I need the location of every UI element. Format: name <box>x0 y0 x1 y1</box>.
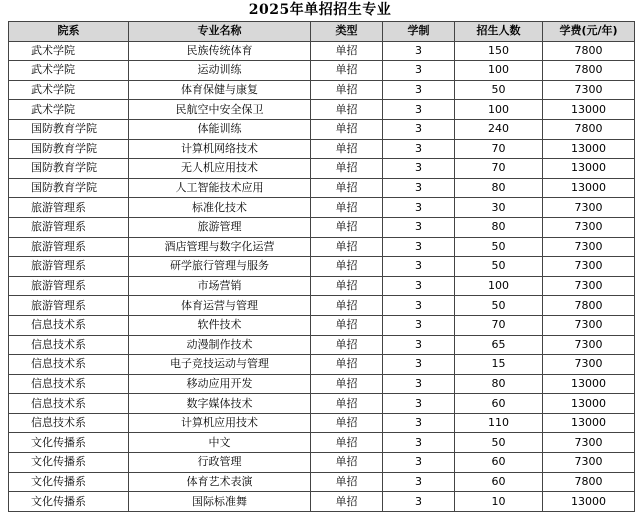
cell-quota: 240 <box>455 119 543 139</box>
cell-type: 单招 <box>311 257 383 277</box>
cell-type: 单招 <box>311 139 383 159</box>
cell-major: 无人机应用技术 <box>129 159 311 179</box>
cell-fee: 7300 <box>543 433 635 453</box>
cell-major: 体育运营与管理 <box>129 296 311 316</box>
cell-years: 3 <box>383 139 455 159</box>
cell-major: 数字媒体技术 <box>129 394 311 414</box>
cell-years: 3 <box>383 80 455 100</box>
header-quota: 招生人数 <box>455 22 543 42</box>
cell-fee: 7300 <box>543 80 635 100</box>
cell-dept: 国防教育学院 <box>9 119 129 139</box>
cell-quota: 100 <box>455 276 543 296</box>
header-fee: 学费(元/年) <box>543 22 635 42</box>
cell-fee: 7800 <box>543 296 635 316</box>
cell-major: 民族传统体育 <box>129 41 311 61</box>
cell-dept: 旅游管理系 <box>9 257 129 277</box>
cell-years: 3 <box>383 41 455 61</box>
cell-major: 计算机应用技术 <box>129 413 311 433</box>
cell-dept: 文化传播系 <box>9 492 129 512</box>
table-row <box>9 394 635 414</box>
cell-dept: 国防教育学院 <box>9 159 129 179</box>
cell-quota: 50 <box>455 433 543 453</box>
cell-years: 3 <box>383 315 455 335</box>
cell-years: 3 <box>383 100 455 120</box>
cell-type: 单招 <box>311 41 383 61</box>
cell-type: 单招 <box>311 276 383 296</box>
cell-quota: 60 <box>455 472 543 492</box>
cell-major: 市场营销 <box>129 276 311 296</box>
cell-quota: 80 <box>455 217 543 237</box>
table-row <box>9 257 635 277</box>
table-row <box>9 198 635 218</box>
cell-major: 体能训练 <box>129 119 311 139</box>
cell-fee: 13000 <box>543 492 635 512</box>
cell-type: 单招 <box>311 315 383 335</box>
table-row <box>9 41 635 61</box>
cell-major: 人工智能技术应用 <box>129 178 311 198</box>
cell-type: 单招 <box>311 433 383 453</box>
cell-years: 3 <box>383 472 455 492</box>
cell-years: 3 <box>383 492 455 512</box>
table-row <box>9 100 635 120</box>
cell-fee: 7800 <box>543 472 635 492</box>
cell-fee: 13000 <box>543 374 635 394</box>
cell-years: 3 <box>383 61 455 81</box>
table-row <box>9 374 635 394</box>
cell-major: 体育保健与康复 <box>129 80 311 100</box>
cell-quota: 100 <box>455 100 543 120</box>
cell-type: 单招 <box>311 178 383 198</box>
header-years: 学制 <box>383 22 455 42</box>
cell-years: 3 <box>383 119 455 139</box>
cell-fee: 7800 <box>543 41 635 61</box>
cell-fee: 7300 <box>543 198 635 218</box>
cell-years: 3 <box>383 159 455 179</box>
cell-years: 3 <box>383 355 455 375</box>
cell-fee: 13000 <box>543 159 635 179</box>
cell-dept: 旅游管理系 <box>9 237 129 257</box>
cell-fee: 7300 <box>543 237 635 257</box>
cell-fee: 13000 <box>543 178 635 198</box>
cell-dept: 国防教育学院 <box>9 178 129 198</box>
cell-quota: 15 <box>455 355 543 375</box>
cell-dept: 信息技术系 <box>9 355 129 375</box>
cell-quota: 50 <box>455 257 543 277</box>
cell-dept: 信息技术系 <box>9 394 129 414</box>
cell-years: 3 <box>383 433 455 453</box>
cell-type: 单招 <box>311 394 383 414</box>
cell-quota: 70 <box>455 159 543 179</box>
table-row <box>9 335 635 355</box>
table-row <box>9 61 635 81</box>
cell-dept: 武术学院 <box>9 100 129 120</box>
cell-type: 单招 <box>311 159 383 179</box>
cell-years: 3 <box>383 237 455 257</box>
header-dept: 院系 <box>9 22 129 42</box>
cell-quota: 150 <box>455 41 543 61</box>
cell-major: 国际标准舞 <box>129 492 311 512</box>
cell-quota: 60 <box>455 394 543 414</box>
cell-type: 单招 <box>311 100 383 120</box>
cell-fee: 7300 <box>543 257 635 277</box>
cell-dept: 国防教育学院 <box>9 139 129 159</box>
cell-years: 3 <box>383 335 455 355</box>
cell-major: 中文 <box>129 433 311 453</box>
cell-quota: 80 <box>455 374 543 394</box>
cell-fee: 7300 <box>543 315 635 335</box>
cell-type: 单招 <box>311 374 383 394</box>
cell-dept: 信息技术系 <box>9 413 129 433</box>
cell-type: 单招 <box>311 217 383 237</box>
cell-fee: 13000 <box>543 394 635 414</box>
table-row <box>9 355 635 375</box>
table-row <box>9 139 635 159</box>
header-major: 专业名称 <box>129 22 311 42</box>
table-row <box>9 80 635 100</box>
cell-type: 单招 <box>311 119 383 139</box>
cell-fee: 13000 <box>543 139 635 159</box>
cell-quota: 70 <box>455 315 543 335</box>
table-row <box>9 472 635 492</box>
cell-type: 单招 <box>311 335 383 355</box>
cell-quota: 100 <box>455 61 543 81</box>
cell-fee: 13000 <box>543 100 635 120</box>
cell-dept: 信息技术系 <box>9 315 129 335</box>
cell-major: 移动应用开发 <box>129 374 311 394</box>
cell-major: 软件技术 <box>129 315 311 335</box>
cell-years: 3 <box>383 453 455 473</box>
cell-type: 单招 <box>311 61 383 81</box>
cell-major: 民航空中安全保卫 <box>129 100 311 120</box>
table-row <box>9 492 635 512</box>
table-row <box>9 178 635 198</box>
cell-type: 单招 <box>311 198 383 218</box>
cell-type: 单招 <box>311 296 383 316</box>
cell-fee: 7300 <box>543 335 635 355</box>
cell-quota: 65 <box>455 335 543 355</box>
cell-dept: 文化传播系 <box>9 433 129 453</box>
table-body <box>9 41 635 511</box>
cell-fee: 7800 <box>543 119 635 139</box>
cell-years: 3 <box>383 374 455 394</box>
cell-quota: 110 <box>455 413 543 433</box>
cell-quota: 50 <box>455 80 543 100</box>
table-row <box>9 453 635 473</box>
table-row <box>9 217 635 237</box>
cell-dept: 武术学院 <box>9 61 129 81</box>
cell-fee: 7800 <box>543 61 635 81</box>
table-row <box>9 433 635 453</box>
cell-quota: 30 <box>455 198 543 218</box>
cell-type: 单招 <box>311 472 383 492</box>
cell-fee: 7300 <box>543 276 635 296</box>
cell-type: 单招 <box>311 453 383 473</box>
cell-fee: 13000 <box>543 413 635 433</box>
cell-years: 3 <box>383 276 455 296</box>
cell-quota: 50 <box>455 296 543 316</box>
table-row <box>9 159 635 179</box>
cell-quota: 70 <box>455 139 543 159</box>
cell-major: 计算机网络技术 <box>129 139 311 159</box>
table-row <box>9 296 635 316</box>
cell-quota: 60 <box>455 453 543 473</box>
cell-major: 标准化技术 <box>129 198 311 218</box>
table-row <box>9 413 635 433</box>
cell-type: 单招 <box>311 355 383 375</box>
cell-type: 单招 <box>311 492 383 512</box>
cell-type: 单招 <box>311 413 383 433</box>
cell-years: 3 <box>383 257 455 277</box>
cell-dept: 文化传播系 <box>9 453 129 473</box>
cell-major: 体育艺术表演 <box>129 472 311 492</box>
cell-dept: 文化传播系 <box>9 472 129 492</box>
cell-major: 行政管理 <box>129 453 311 473</box>
table-row <box>9 119 635 139</box>
cell-fee: 7300 <box>543 217 635 237</box>
cell-dept: 旅游管理系 <box>9 217 129 237</box>
table-row <box>9 276 635 296</box>
cell-quota: 50 <box>455 237 543 257</box>
cell-quota: 80 <box>455 178 543 198</box>
cell-dept: 信息技术系 <box>9 335 129 355</box>
cell-dept: 武术学院 <box>9 80 129 100</box>
table-row <box>9 315 635 335</box>
cell-quota: 10 <box>455 492 543 512</box>
cell-major: 运动训练 <box>129 61 311 81</box>
cell-major: 旅游管理 <box>129 217 311 237</box>
cell-years: 3 <box>383 198 455 218</box>
page-title: 2025年单招招生专业 <box>248 2 392 18</box>
cell-dept: 旅游管理系 <box>9 296 129 316</box>
cell-years: 3 <box>383 394 455 414</box>
cell-years: 3 <box>383 413 455 433</box>
cell-dept: 旅游管理系 <box>9 198 129 218</box>
cell-dept: 旅游管理系 <box>9 276 129 296</box>
cell-years: 3 <box>383 217 455 237</box>
cell-years: 3 <box>383 296 455 316</box>
cell-major: 动漫制作技术 <box>129 335 311 355</box>
cell-years: 3 <box>383 178 455 198</box>
cell-type: 单招 <box>311 237 383 257</box>
cell-major: 研学旅行管理与服务 <box>129 257 311 277</box>
table-header-row <box>9 22 635 42</box>
table-row <box>9 237 635 257</box>
cell-fee: 7300 <box>543 355 635 375</box>
cell-major: 酒店管理与数字化运营 <box>129 237 311 257</box>
cell-type: 单招 <box>311 80 383 100</box>
cell-major: 电子竞技运动与管理 <box>129 355 311 375</box>
enrollment-table <box>8 21 635 512</box>
header-type: 类型 <box>311 22 383 42</box>
cell-fee: 7300 <box>543 453 635 473</box>
cell-dept: 信息技术系 <box>9 374 129 394</box>
cell-dept: 武术学院 <box>9 41 129 61</box>
